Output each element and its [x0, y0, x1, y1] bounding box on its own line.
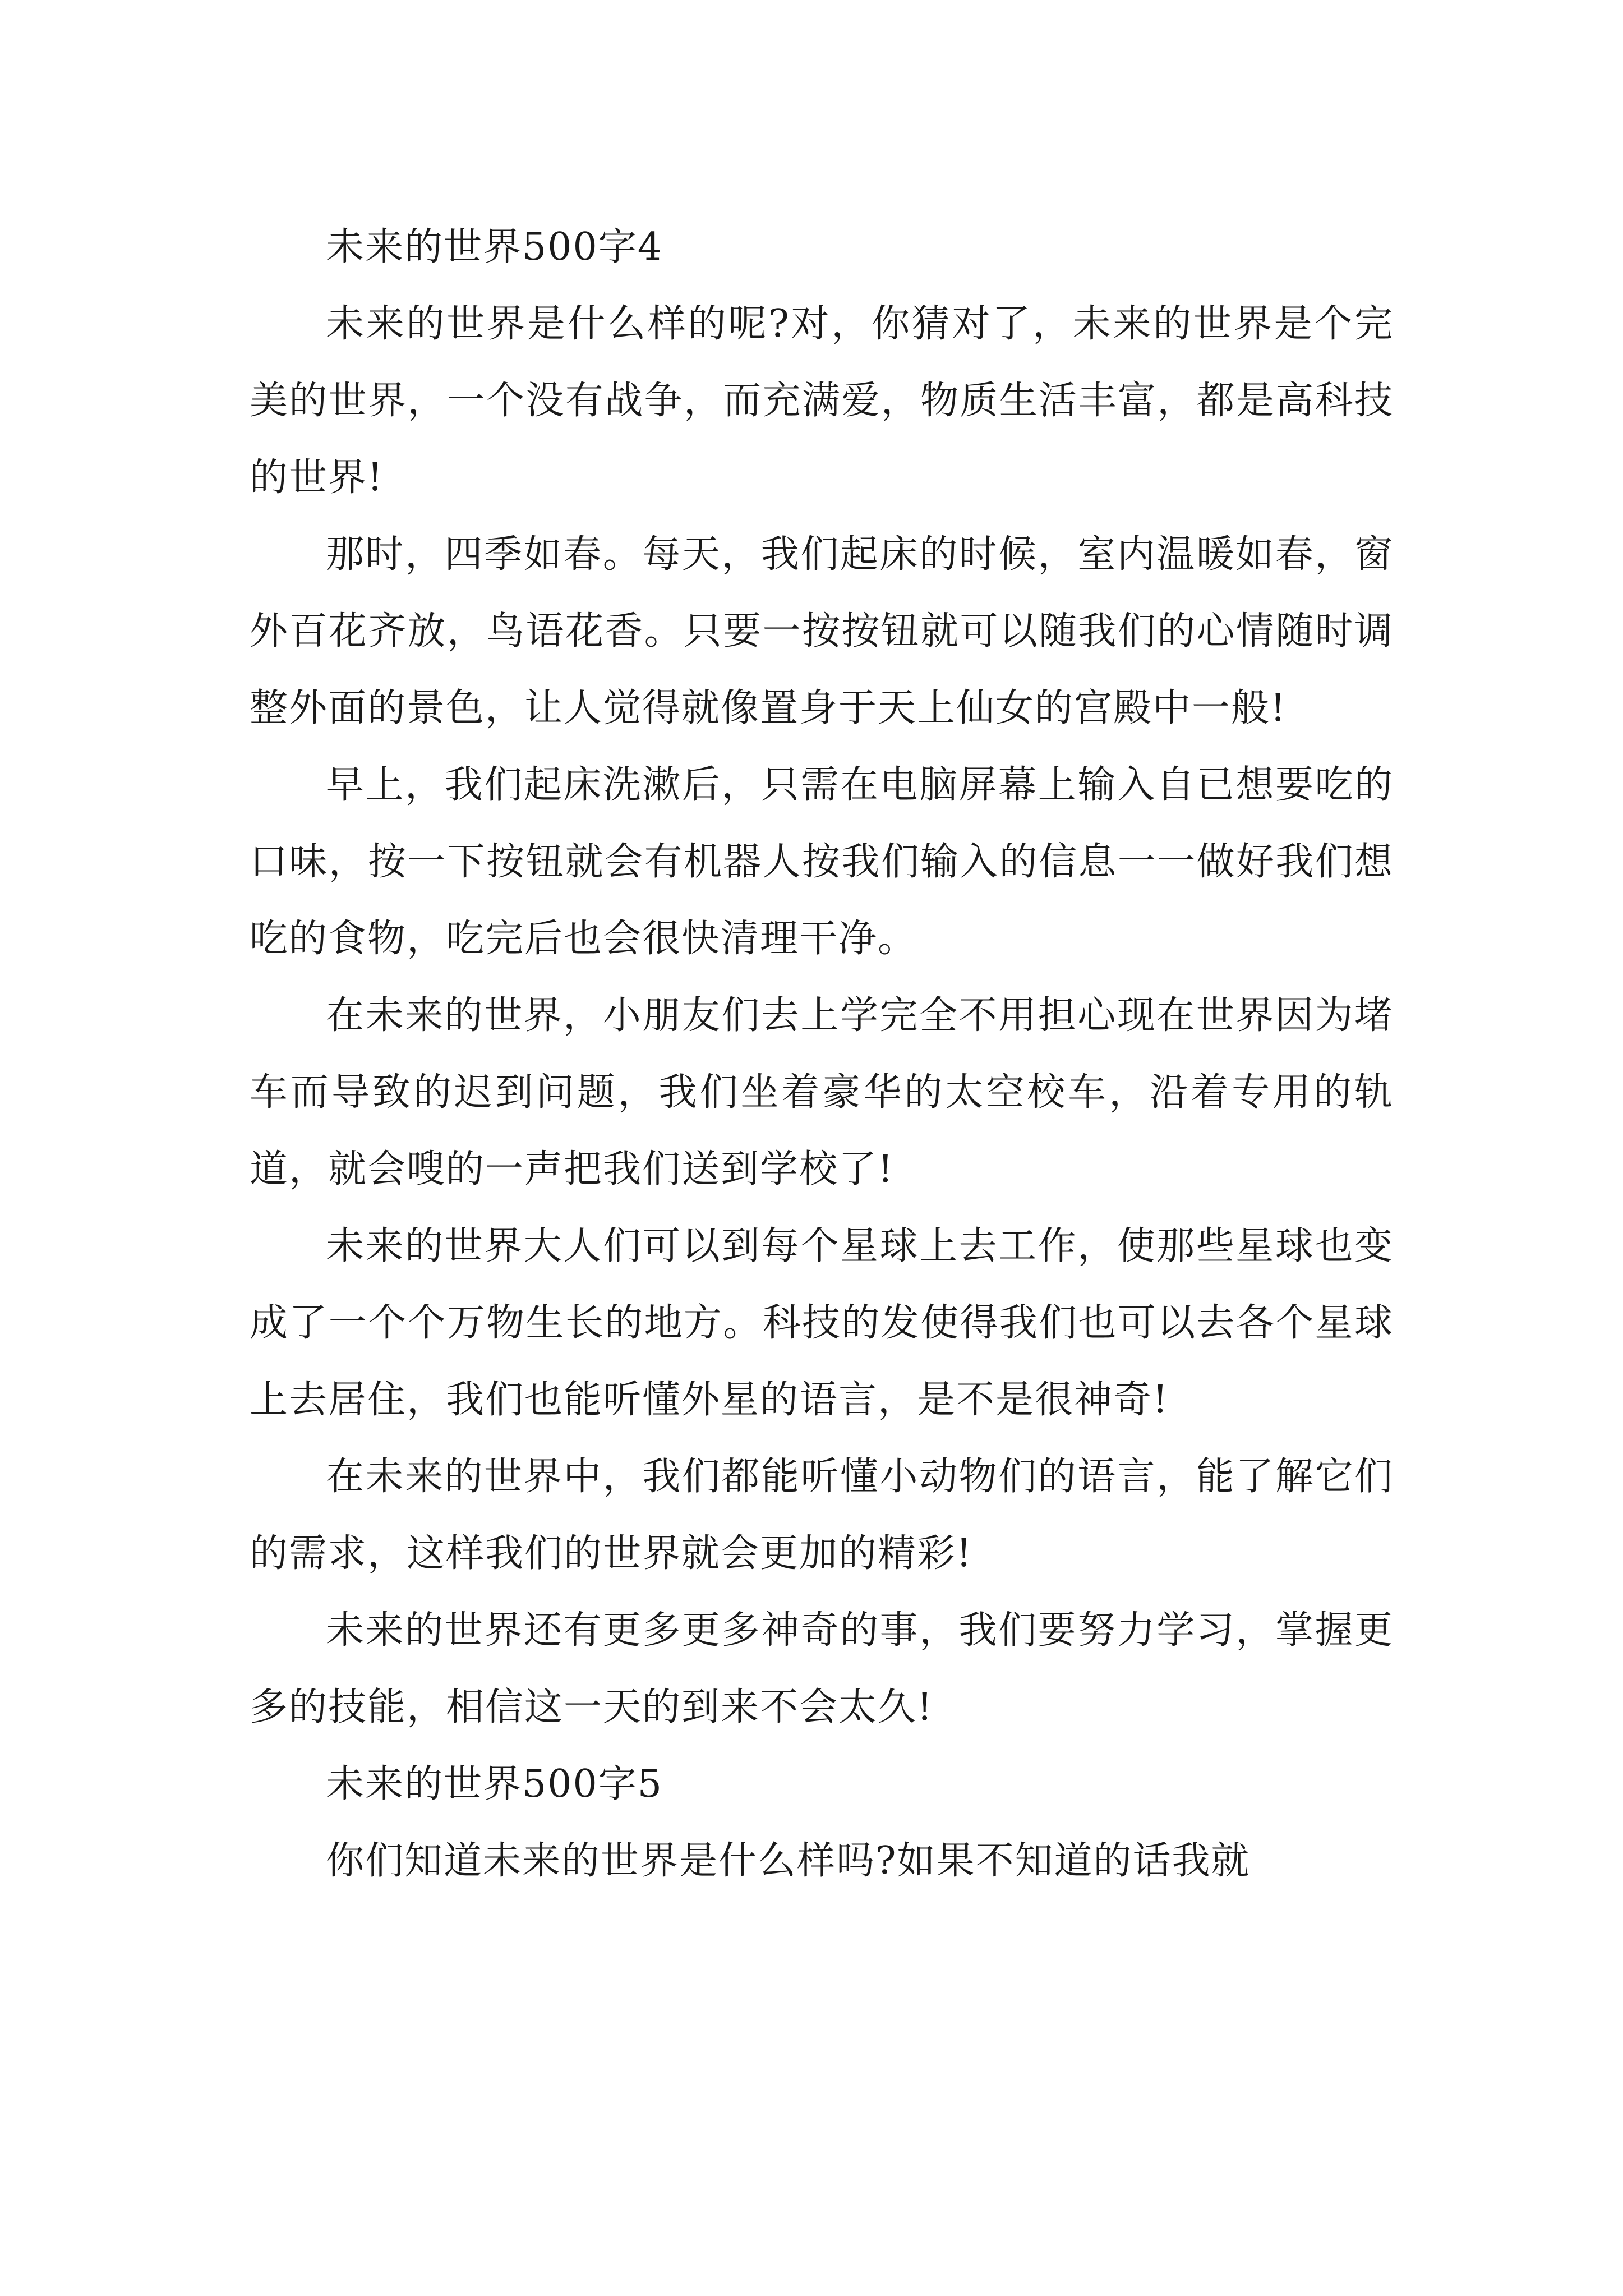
- paragraph-intro: 未来的世界是什么样的呢?对，你猜对了，未来的世界是个完美的世界，一个没有战争，而充满爱，物质生活丰富，都是高科技的世界!: [250, 302, 1394, 500]
- paragraph-school: 在未来的世界，小朋友们去上学完全不用担心现在世界因为堵车而导致的迟到问题，我们坐着豪华的太空校车，沿着专用的轨道，就会嗖的一声把我们送到学校了!: [250, 993, 1394, 1191]
- paragraph-planets: 未来的世界大人们可以到每个星球上去工作，使那些星球也变成了一个个万物生长的地方。科技的发使得我们也可以去各个星球上去居住，我们也能听懂外星的语言，是不是很神奇!: [250, 1224, 1394, 1422]
- paragraph-animals: 在未来的世界中，我们都能听懂小动物们的语言，能了解它们的需求，这样我们的世界就会更加的精彩!: [250, 1455, 1394, 1576]
- paragraph-seasons: 那时，四季如春。每天，我们起床的时候，室内温暖如春，窗外百花齐放，鸟语花香。只要一按按钮就可以随我们的心情随时调整外面的景色，让人觉得就像置身于天上仙女的宫殿中一般!: [250, 532, 1394, 730]
- section-heading-4: 未来的世界500字4: [326, 225, 663, 269]
- paragraph-next-intro: 你们知道未来的世界是什么样吗?如果不知道的话我就: [326, 1839, 1251, 1883]
- paragraph-conclusion: 未来的世界还有更多更多神奇的事，我们要努力学习，掌握更多的技能，相信这一天的到来不会太久!: [250, 1608, 1394, 1729]
- document-body: [250, 209, 1394, 1899]
- section-heading-5: 未来的世界500字5: [326, 1762, 663, 1806]
- paragraph-morning: 早上，我们起床洗漱后，只需在电脑屏幕上输入自已想要吃的口味，按一下按钮就会有机器人按我们输入的信息一一做好我们想吃的食物，吃完后也会很快清理干净。: [250, 763, 1394, 961]
